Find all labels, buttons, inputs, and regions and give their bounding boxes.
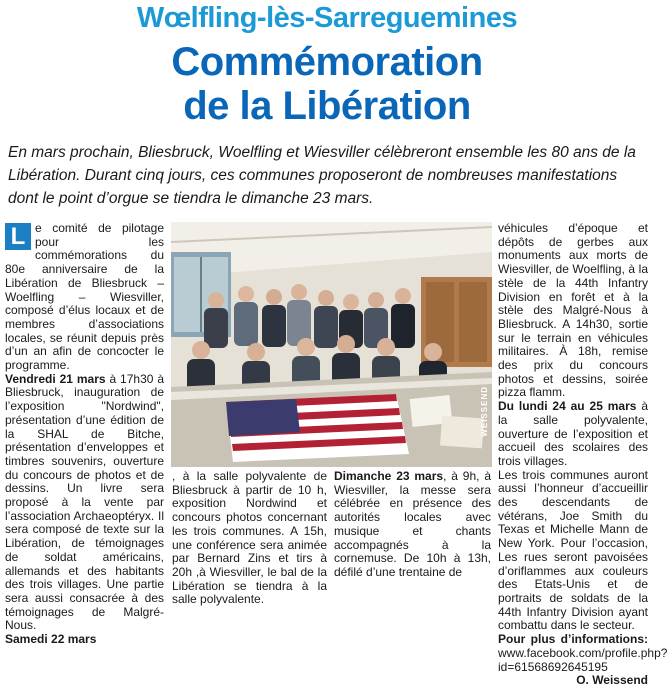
headline-line-1: Commémoration (171, 40, 483, 84)
paragraph-intro (5, 222, 164, 373)
sunday-lead: Dimanche 23 mars (334, 469, 444, 483)
friday-text: à 17h30 à Bliesbruck, inauguration de l’exposition "Nordwind", présentation d’une édition de la SHAL de Bitche, présentation d’enveloppes et timbres souvenirs, ouverture du concours de photos et de dessins. Un livre sera proposé à la vente par l’association Archaeoptéryx. Il sera composé de texte sur la Libération, de témoignages de soldat américains, allemands et des habitants des trois villages. Une partie sera aussi consacrée à des témoignages de Malgré-Nous. (5, 371, 164, 633)
author-signature: O. Weissend (576, 673, 648, 688)
saturday-lead: Samedi 22 mars (5, 632, 97, 647)
lead-paragraph: En mars prochain, Bliesbruck, Woelfling et Wiesviller célèbreront ensemble les 80 ans de la Libération. Durant cinq jours, ces communes proposeront de nombreuses manifestations dont le point d’orgue se tiendra le dimanche 23 mars. (8, 144, 636, 207)
article-column-4 (498, 221, 667, 688)
monday-text: à la salle polyvalente, ouverture de l’exposition et accueil des scolaires des trois villages. (498, 399, 648, 468)
paragraph-saturday-start (5, 633, 164, 647)
article-photo (171, 222, 492, 467)
article-column-2 (172, 470, 327, 607)
paragraph-sunday (334, 470, 491, 580)
info-lead: Pour plus d’informations: (498, 632, 648, 647)
info-link[interactable]: www.facebook.com/profile.php?id=61568692645195 (498, 645, 667, 674)
headline-line-2: de la Libération (183, 84, 471, 128)
monday-lead: Du lundi 24 au 25 mars (498, 399, 637, 414)
paragraph-monday (498, 400, 648, 469)
photo-flag (226, 394, 409, 462)
intro-text: e comité de pilotage pour les commémorations du 80e anniversaire de la Libération de Bliesbruck – Woelfling – Wiesviller, composé d’élus locaux et de membres d’associations locales, se réunit depuis près d’un an afin de concocter le programme. (5, 221, 164, 373)
headline (0, 40, 654, 128)
dropcap: L (5, 223, 31, 250)
paragraph-saturday-cont: , à la salle polyvalente de Bliesbruck à partir de 10 h, exposition Nordwind et concours photos concernant les trois communes. A 15h, une conférence sera animée par Bernard Zins et tirs à 20h ,à Wiesviller, le bal de la Libération se tiendra à la salle polyvalente. (172, 469, 327, 607)
paragraph-guests: Les trois communes auront aussi l’honneur d’accueillir des descendants de vétérans, Joe Smith du Texas et Michelle Mann de New York. Pour l’occasion, Les rues seront pavoisées d’oriflammes aux couleurs des Etats-Unis et de portraits de soldats de la 44th Infantry Division ayant combattu dans le secteur. (498, 467, 648, 633)
paragraph-info (498, 632, 667, 674)
sunday-text-start: , à 9h, à Wiesviller, la messe sera célébrée en présence des autorités locales avec musique et chants accompagnés à la cornemuse. De 10h à 13h, défilé d’une trentaine de (334, 469, 491, 579)
photo-illustration (171, 222, 492, 467)
article-column-1 (5, 222, 164, 647)
photo-credit: WEISSEND (480, 386, 489, 437)
paragraph-sunday-cont: véhicules d’époque et dépôts de gerbes aux monuments aux morts de Wiesviller, de Woelfling, à la stèle de la 44th Infantry Division en forêt et à la stèle des Malgré-Nous à Bliesbruck. A 14h30, sortie sur le terrain en véhicules militaires. À 18h, remise des prix du concours photos et dessins, soirée pizza flamm. (498, 221, 648, 400)
article-column-3 (334, 470, 491, 580)
friday-lead: Vendredi 21 mars (5, 371, 106, 386)
paragraph-friday (5, 373, 164, 633)
kicker-town: Wœlfling-lès-Sarreguemines (136, 2, 518, 34)
